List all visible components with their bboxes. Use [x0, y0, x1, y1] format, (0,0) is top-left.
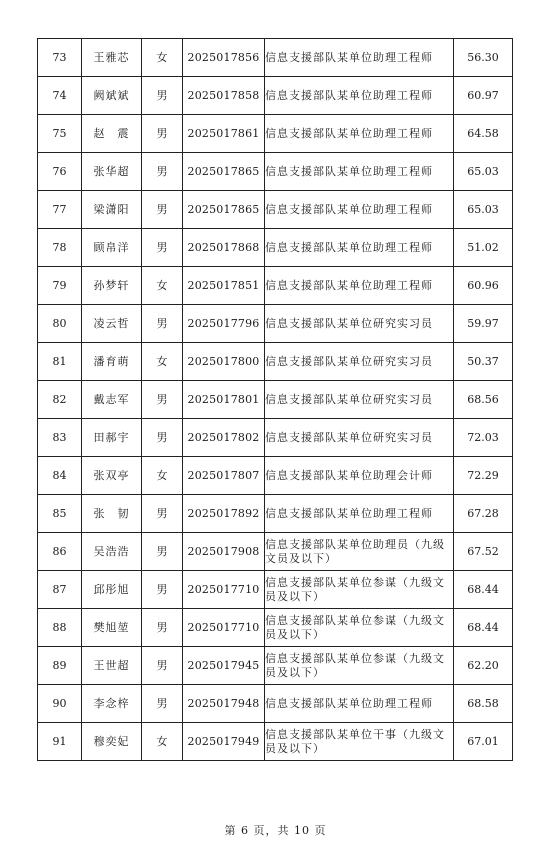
admission-ticket-number: 2025017861 — [183, 115, 265, 153]
candidate-gender: 男 — [142, 77, 183, 115]
row-number: 80 — [38, 305, 82, 343]
applied-position: 信息支援部队某单位研究实习员 — [265, 343, 454, 381]
table-row — [38, 647, 513, 685]
exam-score: 60.97 — [454, 77, 513, 115]
candidate-name: 穆奕妃 — [82, 723, 142, 761]
exam-score: 72.29 — [454, 457, 513, 495]
candidate-gender: 男 — [142, 609, 183, 647]
candidate-gender: 女 — [142, 267, 183, 305]
row-number: 79 — [38, 267, 82, 305]
candidate-gender: 男 — [142, 381, 183, 419]
candidate-gender: 男 — [142, 685, 183, 723]
admission-ticket-number: 2025017908 — [183, 533, 265, 571]
admission-ticket-number: 2025017858 — [183, 77, 265, 115]
exam-score: 68.44 — [454, 571, 513, 609]
candidate-name: 梁潇阳 — [82, 191, 142, 229]
row-number: 83 — [38, 419, 82, 457]
row-number: 81 — [38, 343, 82, 381]
candidate-name: 张华超 — [82, 153, 142, 191]
candidate-name: 邱彤旭 — [82, 571, 142, 609]
applied-position: 信息支援部队某单位助理工程师 — [265, 77, 454, 115]
row-number: 74 — [38, 77, 82, 115]
admission-ticket-number: 2025017868 — [183, 229, 265, 267]
applied-position: 信息支援部队某单位助理工程师 — [265, 153, 454, 191]
row-number: 82 — [38, 381, 82, 419]
candidate-name: 潘育萌 — [82, 343, 142, 381]
admission-ticket-number: 2025017801 — [183, 381, 265, 419]
admission-ticket-number: 2025017800 — [183, 343, 265, 381]
candidate-name: 顾帛洋 — [82, 229, 142, 267]
table-row — [38, 39, 513, 77]
admission-ticket-number: 2025017851 — [183, 267, 265, 305]
row-number: 87 — [38, 571, 82, 609]
admission-ticket-number: 2025017710 — [183, 609, 265, 647]
exam-score: 72.03 — [454, 419, 513, 457]
exam-score: 62.20 — [454, 647, 513, 685]
exam-score: 60.96 — [454, 267, 513, 305]
results-table-body — [38, 39, 513, 761]
candidate-gender: 男 — [142, 229, 183, 267]
applied-position: 信息支援部队某单位助理工程师 — [265, 685, 454, 723]
admission-ticket-number: 2025017948 — [183, 685, 265, 723]
table-row — [38, 571, 513, 609]
row-number: 86 — [38, 533, 82, 571]
table-row — [38, 533, 513, 571]
candidate-name: 田郝宇 — [82, 419, 142, 457]
candidate-gender: 男 — [142, 419, 183, 457]
candidate-gender: 男 — [142, 647, 183, 685]
applied-position: 信息支援部队某单位助理工程师 — [265, 191, 454, 229]
exam-score: 64.58 — [454, 115, 513, 153]
table-row — [38, 191, 513, 229]
applied-position: 信息支援部队某单位助理工程师 — [265, 495, 454, 533]
table-row — [38, 77, 513, 115]
table-row — [38, 305, 513, 343]
candidate-name: 阙斌斌 — [82, 77, 142, 115]
row-number: 73 — [38, 39, 82, 77]
table-row — [38, 609, 513, 647]
candidate-gender: 女 — [142, 723, 183, 761]
admission-ticket-number: 2025017865 — [183, 191, 265, 229]
candidate-name: 吴浩浩 — [82, 533, 142, 571]
row-number: 88 — [38, 609, 82, 647]
admission-ticket-number: 2025017892 — [183, 495, 265, 533]
page-number-footer: 第 6 页，共 10 页 — [224, 824, 327, 837]
exam-score: 68.44 — [454, 609, 513, 647]
applied-position: 信息支援部队某单位助理工程师 — [265, 115, 454, 153]
table-row — [38, 153, 513, 191]
candidate-name: 孙梦轩 — [82, 267, 142, 305]
candidate-name: 张 韧 — [82, 495, 142, 533]
row-number: 78 — [38, 229, 82, 267]
applied-position: 信息支援部队某单位助理会计师 — [265, 457, 454, 495]
row-number: 89 — [38, 647, 82, 685]
candidate-gender: 女 — [142, 343, 183, 381]
row-number: 76 — [38, 153, 82, 191]
exam-score: 59.97 — [454, 305, 513, 343]
row-number: 75 — [38, 115, 82, 153]
candidate-name: 张双亭 — [82, 457, 142, 495]
applied-position: 信息支援部队某单位参谋（九级文员及以下） — [265, 647, 454, 685]
applied-position: 信息支援部队某单位参谋（九级文员及以下） — [265, 571, 454, 609]
admission-ticket-number: 2025017865 — [183, 153, 265, 191]
applied-position: 信息支援部队某单位助理工程师 — [265, 39, 454, 77]
admission-ticket-number: 2025017710 — [183, 571, 265, 609]
row-number: 90 — [38, 685, 82, 723]
admission-ticket-number: 2025017949 — [183, 723, 265, 761]
exam-score: 65.03 — [454, 153, 513, 191]
applied-position: 信息支援部队某单位助理工程师 — [265, 229, 454, 267]
candidate-name: 樊旭堃 — [82, 609, 142, 647]
row-number: 77 — [38, 191, 82, 229]
candidate-gender: 女 — [142, 457, 183, 495]
candidate-name: 戴志军 — [82, 381, 142, 419]
applied-position: 信息支援部队某单位干事（九级文员及以下） — [265, 723, 454, 761]
table-row — [38, 229, 513, 267]
candidate-gender: 男 — [142, 305, 183, 343]
candidate-name: 李念梓 — [82, 685, 142, 723]
applied-position: 信息支援部队某单位助理员（九级文员及以下） — [265, 533, 454, 571]
candidate-gender: 男 — [142, 533, 183, 571]
table-row — [38, 685, 513, 723]
applied-position: 信息支援部队某单位参谋（九级文员及以下） — [265, 609, 454, 647]
candidate-gender: 男 — [142, 571, 183, 609]
candidate-name: 王雅芯 — [82, 39, 142, 77]
candidate-name: 王世超 — [82, 647, 142, 685]
exam-score: 51.02 — [454, 229, 513, 267]
applied-position: 信息支援部队某单位研究实习员 — [265, 419, 454, 457]
candidate-gender: 女 — [142, 39, 183, 77]
candidate-gender: 男 — [142, 153, 183, 191]
table-row — [38, 457, 513, 495]
candidate-gender: 男 — [142, 115, 183, 153]
candidate-name: 赵 震 — [82, 115, 142, 153]
table-row — [38, 115, 513, 153]
table-row — [38, 419, 513, 457]
exam-score: 50.37 — [454, 343, 513, 381]
exam-score: 56.30 — [454, 39, 513, 77]
exam-score: 67.01 — [454, 723, 513, 761]
admission-ticket-number: 2025017802 — [183, 419, 265, 457]
exam-score: 67.28 — [454, 495, 513, 533]
applied-position: 信息支援部队某单位研究实习员 — [265, 381, 454, 419]
table-row — [38, 381, 513, 419]
table-row — [38, 495, 513, 533]
admission-ticket-number: 2025017856 — [183, 39, 265, 77]
admission-ticket-number: 2025017807 — [183, 457, 265, 495]
applied-position: 信息支援部队某单位研究实习员 — [265, 305, 454, 343]
exam-score: 68.58 — [454, 685, 513, 723]
admission-ticket-number: 2025017945 — [183, 647, 265, 685]
row-number: 84 — [38, 457, 82, 495]
table-row — [38, 723, 513, 761]
table-row — [38, 267, 513, 305]
candidate-gender: 男 — [142, 191, 183, 229]
table-row — [38, 343, 513, 381]
results-table — [37, 38, 513, 761]
admission-ticket-number: 2025017796 — [183, 305, 265, 343]
row-number: 85 — [38, 495, 82, 533]
exam-score: 65.03 — [454, 191, 513, 229]
candidate-gender: 男 — [142, 495, 183, 533]
candidate-name: 凌云哲 — [82, 305, 142, 343]
applied-position: 信息支援部队某单位助理工程师 — [265, 267, 454, 305]
row-number: 91 — [38, 723, 82, 761]
exam-score: 67.52 — [454, 533, 513, 571]
exam-score: 68.56 — [454, 381, 513, 419]
